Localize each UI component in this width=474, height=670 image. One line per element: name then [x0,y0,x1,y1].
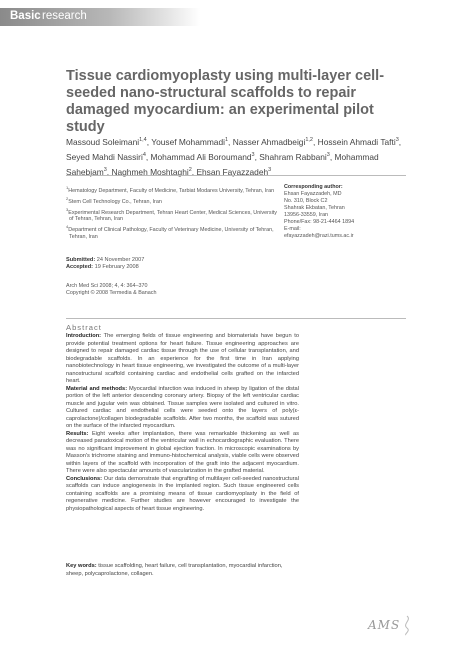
divider-abstract [66,318,406,319]
abstract-heading: Abstract [66,323,102,332]
accepted-value: 19 February 2008 [94,264,139,270]
author-name: Naghmeh Moshtaghi [111,166,189,177]
author-name: Ehsan Fayazzadeh [196,166,269,177]
keywords-block [66,563,299,578]
abstract-section: Material and methods: Myocardial infarction was induced in sheep by ligation of the distal portion of the left anterior descending coronary artery. Biopsy of the left ventricular cardiac muscle and jugular vein was obtained. Tissue samples were isolated and cultured in vitro. Cultured cardiac and endothelial cells were seeded onto the layers of poly(ε-caprolactone)/collagen biodegradable scaffolds. After two months, the scaffold was sutured on the surface of the infarcted myocardium. [66,385,299,429]
correspondence-line: No. 310, Block C2 [284,198,328,204]
author-name: Mohammad Ali Boroumand [150,151,252,162]
author-affiliation-mark: 4 [142,151,146,158]
correspondence-line: E-mail: [284,226,301,232]
divider-top [66,175,406,176]
author-list: Massoud Soleimani$^{1,4}$, Yousef Mohammadi$^1$, Nasser Ahmadbeigi$^{1,2}$, Hossein Ahmadi Tafti$^3$, Seyed Mahdi Nassiri$^4$, Mohammad Ali Boroumand$^3$, Shahram Rabbani$^3$, Mohammad Sahebjam$^3$, Naghmeh Moshtaghi$^2$, Ehsan Fayazzadeh$^3$ [66,136,402,177]
correspondence-heading: Corresponding author: [284,184,343,190]
author-affiliation-mark: 3 [103,166,107,173]
abstract-section: Introduction: The emerging fields of tissue engineering and biomaterials have begun to provide potential treatment options for heart failure. Tissue engineering approaches are designed to repair damaged cardiac tissue through the use of cellular transplantation, and biodegradable scaffolds. In an experience for the first time in Iran applying nanobiotechnology in heart tissue engineering, we investigated the outcome of a multi-layer nanostructural scaffold containing cardiac and endothelial cells grafted on the infarcted heart. [66,333,299,384]
section-label-research: research [42,10,87,22]
keywords-text: tissue scaffolding, heart failure, cell transplantation, myocardial infarction, sheep, polycaprolactone, collagen. [66,563,283,577]
abstract-section: Results: Eight weeks after implantation, there was remarkable thickening as well as decreased paradoxical motion of the ventricular wall in echocardiographic evaluation. There was no significant improvement in global ejection fraction. In microscopic examinations by Masson's trichrome staining and immuno-histochemical analysis, viable cells were observed within layers of the scaffold with incorporation of the graft into the adjacent myocardium. There were also spectacular amounts of vascularization in the grafted material. [66,430,299,474]
author-name: Yousef Mohammadi [151,136,225,147]
abstract-body [66,333,299,513]
correspondence-line: Phone/Fax: 98-21-4464 1894 [284,219,355,225]
submitted-date [66,257,266,264]
citation-line: Arch Med Sci 2008; 4, 4: 364–370 [66,283,148,289]
correspondence-line: efayazzadeh@razi.tums.ac.ir [284,233,354,239]
affiliations [66,184,278,241]
correspondence-line: Ehsan Fayazzadeh, MD [284,191,342,197]
section-label-basic: Basic [10,10,41,22]
author-name: Hossein Ahmadi Tafti [317,136,396,147]
affiliation-item: $^4$Department of Clinical Pathology, Faculty of Veterinary Medicine, University of Tehran, Tehran, Iran [66,224,274,241]
author-name: Massoud Soleimani [66,136,140,147]
journal-logo: AMS [368,618,401,632]
submitted-value: 24 November 2007 [96,257,145,263]
author-name: Seyed Mahdi Nassiri [66,151,143,162]
copyright-line: Copyright © 2008 Termedia & Banach [66,290,157,296]
correspondence-line: Shahrak Ekbatan, Tehran [284,205,345,211]
accepted-label: Accepted: [66,264,94,270]
author-affiliation-mark: 1,4 [139,137,147,143]
author-affiliation-mark: 1 [224,137,229,143]
correspondence-line: 13956-33559, Iran [284,212,329,218]
dates-block [66,257,266,271]
author-affiliation-mark: 3 [251,151,255,158]
affiliation-item: $^1$Hematology Department, Faculty of Medicine, Tarbiat Modares University, Tehran, Iran [66,185,275,194]
section-banner [0,8,200,26]
author-affiliation-mark: 2 [188,166,192,173]
submitted-label: Submitted: [66,257,96,263]
author-name: Shahram Rabbani [259,151,327,162]
author-name: Mohammad Sahebjam [66,151,379,177]
author-name: Nasser Ahmadbeigi [232,136,306,147]
article-title: Tissue cardiomyoplasty using multi-layer cell-seeded nano-structural scaffolds to repair damaged myocardium: an experimental pilot study [66,68,385,135]
author-affiliation-mark: 3 [395,137,399,143]
citation-block [66,283,266,297]
author-affiliation-mark: 3 [326,151,330,158]
affiliation-item: $^3$Experimental Research Department, Tehran Heart Center, Medical Sciences, University of Tehran, Tehran, Iran [66,206,277,223]
author-affiliation-mark: 3 [268,166,272,173]
logo-swirl-icon [400,614,414,636]
abstract-section: Conclusions: Our data demonstrate that engrafting of multilayer cell-seeded nanostructural scaffolds can induce angiogenesis in the implanted region. Such tissue engineered cells containing scaffolds are a promising means of tissue cardiomyoplasty in the field of regenerative medicine. Further studies are however encouraged to investigate the physiopathological aspects of heart tissue engineering. [66,475,299,512]
accepted-date [66,264,266,271]
affiliation-item: $^2$Stem Cell Technology Co., Tehran, Iran [66,195,162,205]
keywords-label: Key words: [66,563,97,569]
author-affiliation-mark: 1,2 [305,137,313,143]
correspondence-block [284,184,408,240]
